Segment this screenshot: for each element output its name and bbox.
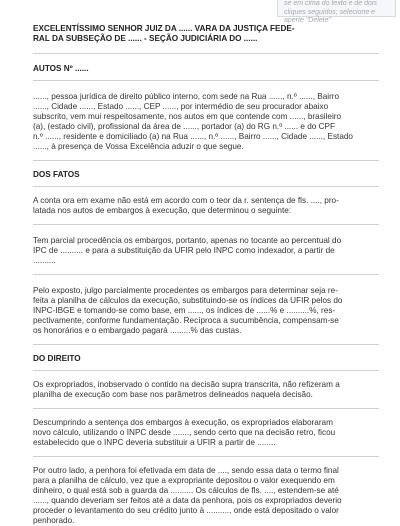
fatos-paragraph-1 — [33, 196, 379, 216]
text-line: ......, quando deveriam ser feitos até a data da penhora, pois os expropriados deverio — [33, 496, 342, 505]
text-line: latada nos autos de embargos à execução, que determinou o seguinte: — [33, 206, 292, 215]
text-line: os honorários e o embargado pagará .........% das custas. — [33, 326, 242, 335]
text-line: A conta ora em exame não está em acordo com o teor da r. sentença de fls. ...., pro- — [33, 196, 339, 205]
direito-paragraph-2 — [33, 418, 379, 448]
document-page — [33, 24, 379, 526]
heading-line: EXCELENTÍSSIMO SENHOR JUIZ DA ...... VARA DA JUSTIÇA FEDE- — [33, 24, 295, 33]
text-line: proceder o levantamento do seu crédito junto à .........., onde está depositado o valor — [33, 506, 339, 515]
text-line: penhorado. — [33, 516, 75, 525]
tooltip-line: aperte "Delete" — [284, 17, 331, 24]
section-title-direito: DO DIREITO — [33, 354, 81, 363]
document-heading — [33, 24, 379, 44]
text-line: ......, Cidade ......, Estado ......, CEP ......, por intermédio de seu procurador abaixo — [33, 102, 329, 111]
text-line: ......, à presença de Vossa Excelência aduzir o que segue. — [33, 142, 244, 151]
text-line: ......, pessoa jurídica de direito público interno, com sede na Rua ......, n.º ......, Bairro — [33, 92, 340, 101]
fatos-paragraph-3 — [33, 286, 379, 336]
text-line: subscrito, vem mui respeitosamente, nos autos em que contende com ......, brasileiro — [33, 112, 342, 121]
direito-paragraph-3 — [33, 466, 379, 526]
text-line: Por outro lado, a penhora foi efetivada em data de ...., sendo essa data o termo final — [33, 466, 339, 475]
text-line: Descumprindo a sentença dos embargos à execução, os expropriados elaboraram — [33, 418, 333, 427]
fatos-paragraph-2 — [33, 236, 379, 266]
text-line: (a), (estado civil), profissional da área de ......, portador (a) do RG n.º ...... e do CPF — [33, 122, 335, 131]
direito-paragraph-1 — [33, 380, 379, 400]
text-line: Pelo exposto, julgo parcialmente procedentes os embargos para determinar seja re- — [33, 286, 338, 295]
text-line: estabelecido que o INPC deveria substituir a UFIR a partir de ........ — [33, 438, 276, 447]
text-line: Tem parcial procedência os embargos, portanto, apenas no tocante ao percentual do — [33, 236, 342, 245]
text-line: para a planilha de cálculo, vez que a expropriante depositou o valor exequendo em — [33, 476, 335, 485]
text-line: Os expropriados, inobservado o contido na decisão supra transcrita, não refizeram a — [33, 380, 340, 389]
text-line: novo cálculo, utilizando o INPC desde ......., sendo certo que na decisão retro, ficou — [33, 428, 336, 437]
text-line: planilha de execução com base nos parâmetros delineados naquela decisão. — [33, 390, 313, 399]
text-line: n.º ......, residente e domiciliado (a) na Rua ......, n.º ......, Bairro ......, Cidade ......, Estado — [33, 132, 353, 141]
heading-line: RAL DA SUBSEÇÃO DE ...... - SEÇÃO JUDICIÁRIA DO ...... — [33, 34, 258, 43]
text-line: .......... — [33, 256, 56, 265]
text-line: IPC de .......... e para a substituição da UFIR pelo INPC como indexador, a partir de — [33, 246, 335, 255]
autos-number: AUTOS Nº ...... — [33, 64, 89, 73]
text-line: pectivamente, conforme fundamentação. Recíproca a sucumbência, compensam-se — [33, 316, 339, 325]
text-line: INPC-IBGE e tomando-se como base, em ......, os índices de ......% e ..........%, res- — [33, 306, 336, 315]
text-line: feita a planilha de cálculos da execução, substituindo-se os índices da UFIR pelos do — [33, 296, 343, 305]
help-tooltip — [277, 0, 396, 24]
section-title-fatos: DOS FATOS — [33, 170, 80, 179]
tooltip-line: se em cima do texto e de dois — [284, 0, 377, 7]
tooltip-line: cliques seguidos; selecione e — [284, 8, 376, 16]
text-line: dinheiro, o qual está sob a guarda da .......... Os cálculos de fls. ...., estendem-se até — [33, 486, 339, 495]
intro-paragraph — [33, 92, 379, 152]
